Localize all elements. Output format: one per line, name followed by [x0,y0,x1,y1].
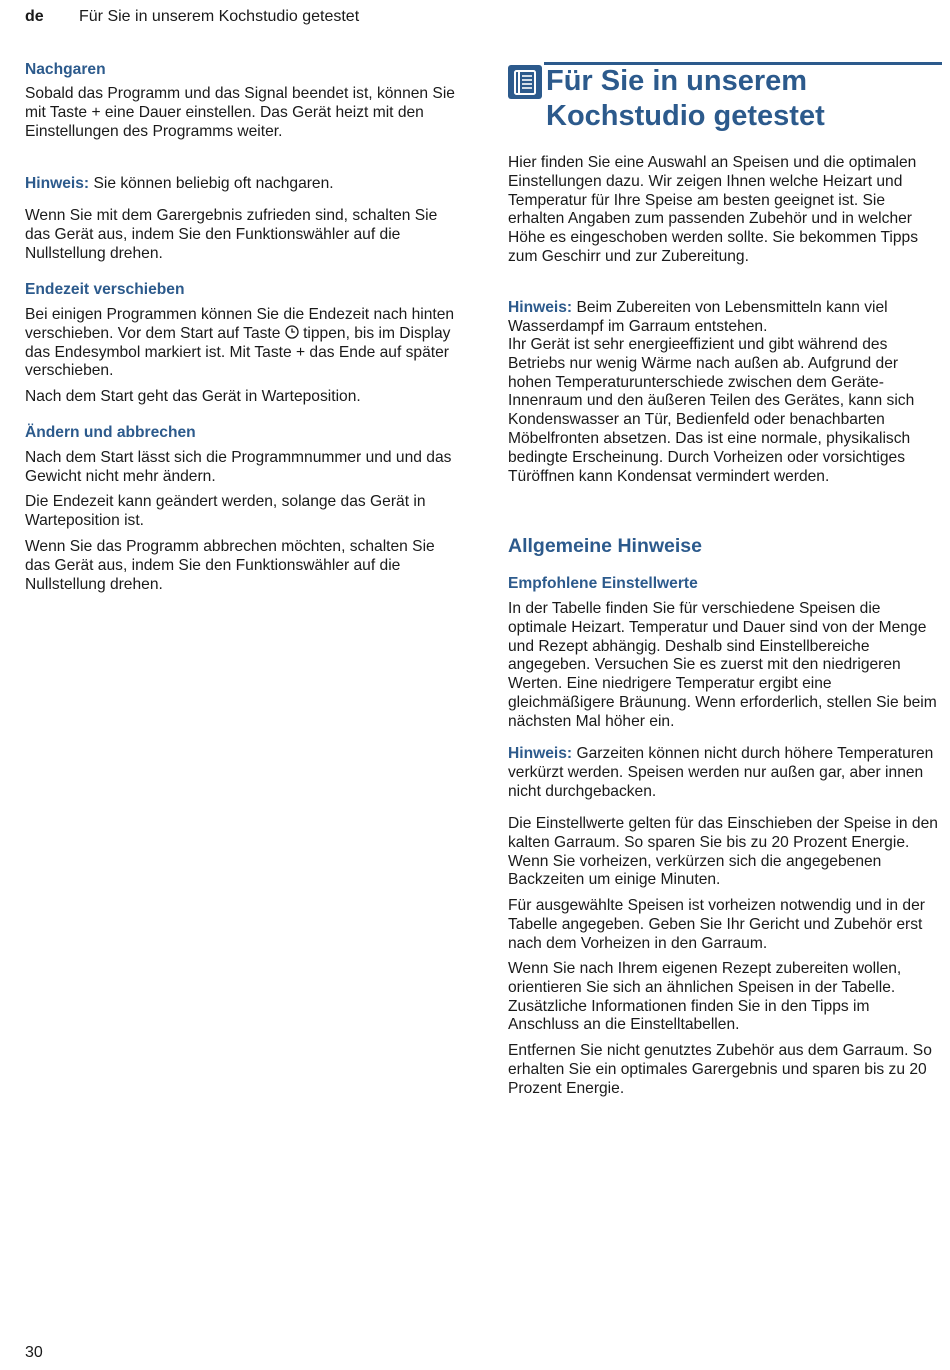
hint-1 [508,299,940,337]
hint-text: Sie können beliebig oft nachgaren. [89,175,334,192]
endezeit-paragraph [25,306,461,381]
section-title-line-1: Für Sie in unserem [546,65,808,97]
clock-icon [285,325,299,339]
nachgaren-paragraph: Sobald das Programm und das Signal beendet ist, können Sie mit Taste + eine Dauer einstellen. Das Gerät heizt mit den Einstellungen des Programms weiter. [25,85,455,140]
hint-label: Hinweis: [508,299,573,316]
heading-endezeit: Endezeit verschieben [25,281,185,298]
section-title-line-2: Kochstudio getestet [546,100,825,132]
heading-allgemeine-hinweise: Allgemeine Hinweise [508,535,702,557]
endezeit-text-b: tippen, bis im Display das Endesymbol markiert ist. Mit Taste + das Ende auf später verschieben. [25,324,451,380]
hint-label: Hinweis: [25,175,90,192]
rezept-paragraph: Wenn Sie nach Ihrem eigenen Rezept zubereiten wollen, orientieren Sie sich an ähnlichen Speisen in der Tabelle. Zusätzliche Informationen finden Sie in den Tipps im Anschluss an die Einstelltabellen. [508,960,902,1034]
endezeit-text-a: Bei einigen Programmen können Sie die Endezeit nach hinten verschieben. Vor dem Start auf Taste [25,306,455,342]
book-icon [508,65,542,99]
aendern-paragraph-1: Nach dem Start lässt sich die Programmnummer und und das Gewicht nicht mehr ändern. [25,449,452,485]
hint-text: Garzeiten können nicht durch höhere Temperaturen verkürzt werden. Speisen werden nur außen gar, aber innen nicht durchgebacken. [508,745,934,800]
header-title: Für Sie in unserem Kochstudio getestet [79,8,360,25]
section-title [546,64,825,134]
einstellwerte-paragraph-2: Die Einstellwerte gelten für das Einschieben der Speise in den kalten Garraum. So sparen Sie bis zu 20 Prozent Energie. Wenn Sie vorheizen, verkürzen sich die angegebenen Backzeiten um einige Minuten. [508,815,938,889]
heading-nachgaren: Nachgaren [25,61,106,78]
hint-2 [508,745,940,801]
nachgaren-hint [25,175,461,194]
hint-1-continuation: Ihr Gerät ist sehr energieeffizient und gibt während des Betriebs nur wenig Wärme nach außen ab. Aufgrund der hohen Temperaturunterschiede zwischen dem Geräte-Innenraum und den äußeren Teilen des Gerätes, kann sich Kondenswasser an Tür, Bedienfeld oder benachbarten Möbelfronten absetzen. Das ist eine normale, physikalisch bedingte Erscheinung. Durch Vorheizen oder vorsichtiges Türöffnen kann Kondensat vermindert werden. [508,336,915,485]
hint-text: Beim Zubereiten von Lebensmitteln kann viel Wasserdampf im Garraum entstehen. [508,299,888,335]
aendern-paragraph-3: Wenn Sie das Programm abbrechen möchten, schalten Sie das Gerät aus, indem Sie den Funktionswähler auf die Nullstellung drehen. [25,538,435,593]
heading-aendern: Ändern und abbrechen [25,424,196,441]
vorheizen-paragraph: Für ausgewählte Speisen ist vorheizen notwendig und in der Tabelle angegeben. Geben Sie Ihr Gericht und Zubehör erst nach dem Vorheizen in den Garraum. [508,897,925,952]
endezeit-paragraph-2: Nach dem Start geht das Gerät in Warteposition. [25,388,361,405]
zubehoer-paragraph: Entfernen Sie nicht genutztes Zubehör aus dem Garraum. So erhalten Sie ein optimales Garergebnis und sparen bis zu 20 Prozent Energie. [508,1042,932,1097]
intro-paragraph: Hier finden Sie eine Auswahl an Speisen und die optimalen Einstellungen dazu. Wir zeigen Ihnen welche Heizart und Temperatur für Ihre Speise am besten geeignet ist. Sie erhalten Angaben zum passenden Zubehör und in welcher Höhe es eingeschoben werden sollte. Sie bekommen Tipps zum Geschirr und zur Zubereitung. [508,154,919,265]
aendern-paragraph-2: Die Endezeit kann geändert werden, solange das Gerät in Warteposition ist. [25,493,426,529]
heading-empfohlene-einstellwerte: Empfohlene Einstellwerte [508,575,698,592]
page-header [25,7,359,27]
einstellwerte-paragraph: In der Tabelle finden Sie für verschiedene Speisen die optimale Heizart. Temperatur und Dauer sind von der Menge und Rezept abhängig. Deshalb sind Einstellbereiche angegeben. Versuchen Sie es zuerst mit den niedrigeren Werten. Eine niedrigere Temperatur ergibt eine gleichmäßigere Bräunung. Wenn erforderlich, stellen Sie beim nächsten Mal höher ein. [508,600,937,730]
language-code: de [25,8,44,25]
page-number: 30 [25,1344,43,1361]
hint-label: Hinweis: [508,745,573,762]
nachgaren-paragraph-2: Wenn Sie mit dem Garergebnis zufrieden sind, schalten Sie das Gerät aus, indem Sie den Funktionswähler auf die Nullstellung drehen. [25,207,438,262]
